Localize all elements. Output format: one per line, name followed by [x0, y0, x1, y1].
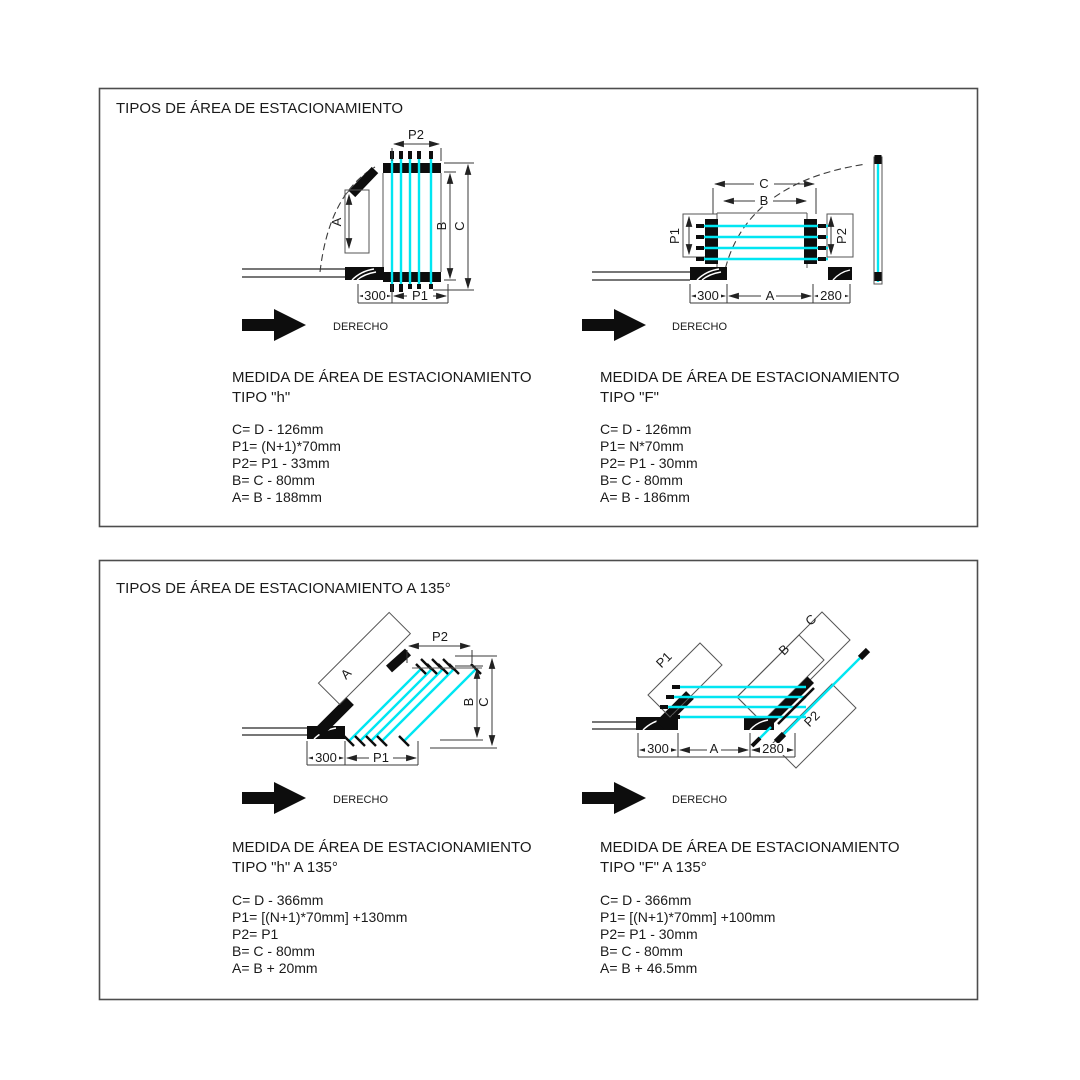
parking-bars [392, 157, 431, 289]
type-heading: TIPO "h" A 135° [232, 859, 338, 876]
formula-line: A= B - 188mm [232, 489, 322, 505]
parking-bars [349, 669, 476, 741]
measure-heading: MEDIDA DE ÁREA DE ESTACIONAMIENTO [232, 839, 532, 856]
type-heading: TIPO "F" A 135° [600, 859, 707, 876]
dim-label-c: C [452, 221, 467, 231]
formula-line: A= B - 186mm [600, 489, 690, 505]
direction-arrow-head [614, 782, 646, 814]
dim-label-p1: P1 [652, 648, 675, 671]
direction-arrow-head [614, 309, 646, 341]
dim-label-b: B [461, 697, 476, 707]
dim-label-a: A [765, 288, 775, 303]
rail-block-left [690, 267, 727, 280]
diagram-type-f [592, 155, 882, 303]
formula-line: B= C - 80mm [600, 472, 683, 488]
formula-line: P2= P1 - 30mm [600, 926, 698, 942]
dim-label-p1: P1 [412, 288, 428, 303]
dim-label-c: C [476, 697, 491, 707]
formula-line: B= C - 80mm [600, 943, 683, 959]
door-cap-bottom [875, 272, 882, 281]
formula-line: P2= P1 - 30mm [600, 455, 698, 471]
type-heading: TIPO "h" [232, 389, 291, 406]
measure-heading: MEDIDA DE ÁREA DE ESTACIONAMIENTO [600, 369, 900, 386]
diagram-type-f-135 [592, 611, 868, 768]
dim-label-a: A [337, 665, 355, 683]
dim-label-a: A [329, 217, 344, 227]
formula-line: A= B + 20mm [232, 960, 318, 976]
door-cap-top [860, 650, 868, 658]
dim-label-300: 300 [697, 288, 719, 303]
panel1-title: TIPOS DE ÁREA DE ESTACIONAMIENTO [116, 100, 403, 117]
rail-lines [242, 728, 310, 735]
dim-label-c: C [759, 176, 769, 191]
door-swing-arc [723, 164, 866, 279]
dim-label-p2: P2 [408, 127, 424, 142]
panel-2 [100, 561, 978, 1000]
dim-label-300: 300 [315, 750, 337, 765]
formula-line: P1= [(N+1)*70mm] +130mm [232, 909, 408, 925]
direction-label: DERECHO [672, 321, 728, 333]
direction-arrow-head [274, 782, 306, 814]
direction-arrow-icon [582, 319, 614, 331]
direction-arrow-icon [242, 319, 274, 331]
formula-line: C= D - 126mm [600, 421, 692, 437]
dim-label-p2: P2 [800, 707, 823, 730]
direction-label: DERECHO [333, 794, 389, 806]
formula-line: C= D - 366mm [232, 892, 324, 908]
formula-line: P1= N*70mm [600, 438, 684, 454]
dim-label-300: 300 [364, 288, 386, 303]
dim-label-p2: P2 [834, 228, 849, 244]
diagram-type-h [242, 127, 474, 303]
formula-line: A= B + 46.5mm [600, 960, 698, 976]
legend-right [582, 782, 900, 976]
formula-line: B= C - 80mm [232, 472, 315, 488]
direction-arrow-head [274, 309, 306, 341]
measure-heading: MEDIDA DE ÁREA DE ESTACIONAMIENTO [232, 369, 532, 386]
direction-arrow-icon [582, 792, 614, 804]
type-heading: TIPO "F" [600, 389, 659, 406]
rail-block [345, 267, 384, 280]
dim-label-c: C [802, 611, 820, 629]
rail-lines [592, 272, 690, 280]
diagram-type-h-135 [242, 612, 497, 765]
rail-lines [242, 269, 362, 277]
formula-line: P2= P1 - 33mm [232, 455, 330, 471]
formula-line: C= D - 366mm [600, 892, 692, 908]
legend-left [232, 782, 532, 976]
legend-left [232, 309, 532, 505]
dim-label-b: B [775, 641, 793, 659]
dim-label-a: A [709, 741, 719, 756]
measure-heading: MEDIDA DE ÁREA DE ESTACIONAMIENTO [600, 839, 900, 856]
panel2-title: TIPOS DE ÁREA DE ESTACIONAMIENTO A 135° [116, 580, 451, 597]
dim-label-p2: P2 [432, 629, 448, 644]
dim-label-300: 300 [647, 741, 669, 756]
door-pivot-cap [752, 738, 760, 746]
formula-line: C= D - 126mm [232, 421, 324, 437]
dim-label-280: 280 [762, 741, 784, 756]
dim-label-b: B [759, 193, 769, 208]
dim-label-p1: P1 [667, 228, 682, 244]
direction-label: DERECHO [672, 794, 728, 806]
direction-label: DERECHO [333, 321, 389, 333]
door-cap-top [875, 155, 882, 164]
legend-right [582, 309, 900, 505]
dim-label-p1: P1 [373, 750, 389, 765]
dim-label-280: 280 [820, 288, 842, 303]
formula-line: B= C - 80mm [232, 943, 315, 959]
direction-arrow-icon [242, 792, 274, 804]
formula-line: P1= [(N+1)*70mm] +100mm [600, 909, 776, 925]
elbow-top [389, 652, 408, 669]
dim-label-b: B [434, 221, 449, 231]
formula-line: P1= (N+1)*70mm [232, 438, 341, 454]
formula-line: P2= P1 [232, 926, 279, 942]
rail-lines [592, 722, 638, 729]
panel-1 [100, 89, 978, 527]
